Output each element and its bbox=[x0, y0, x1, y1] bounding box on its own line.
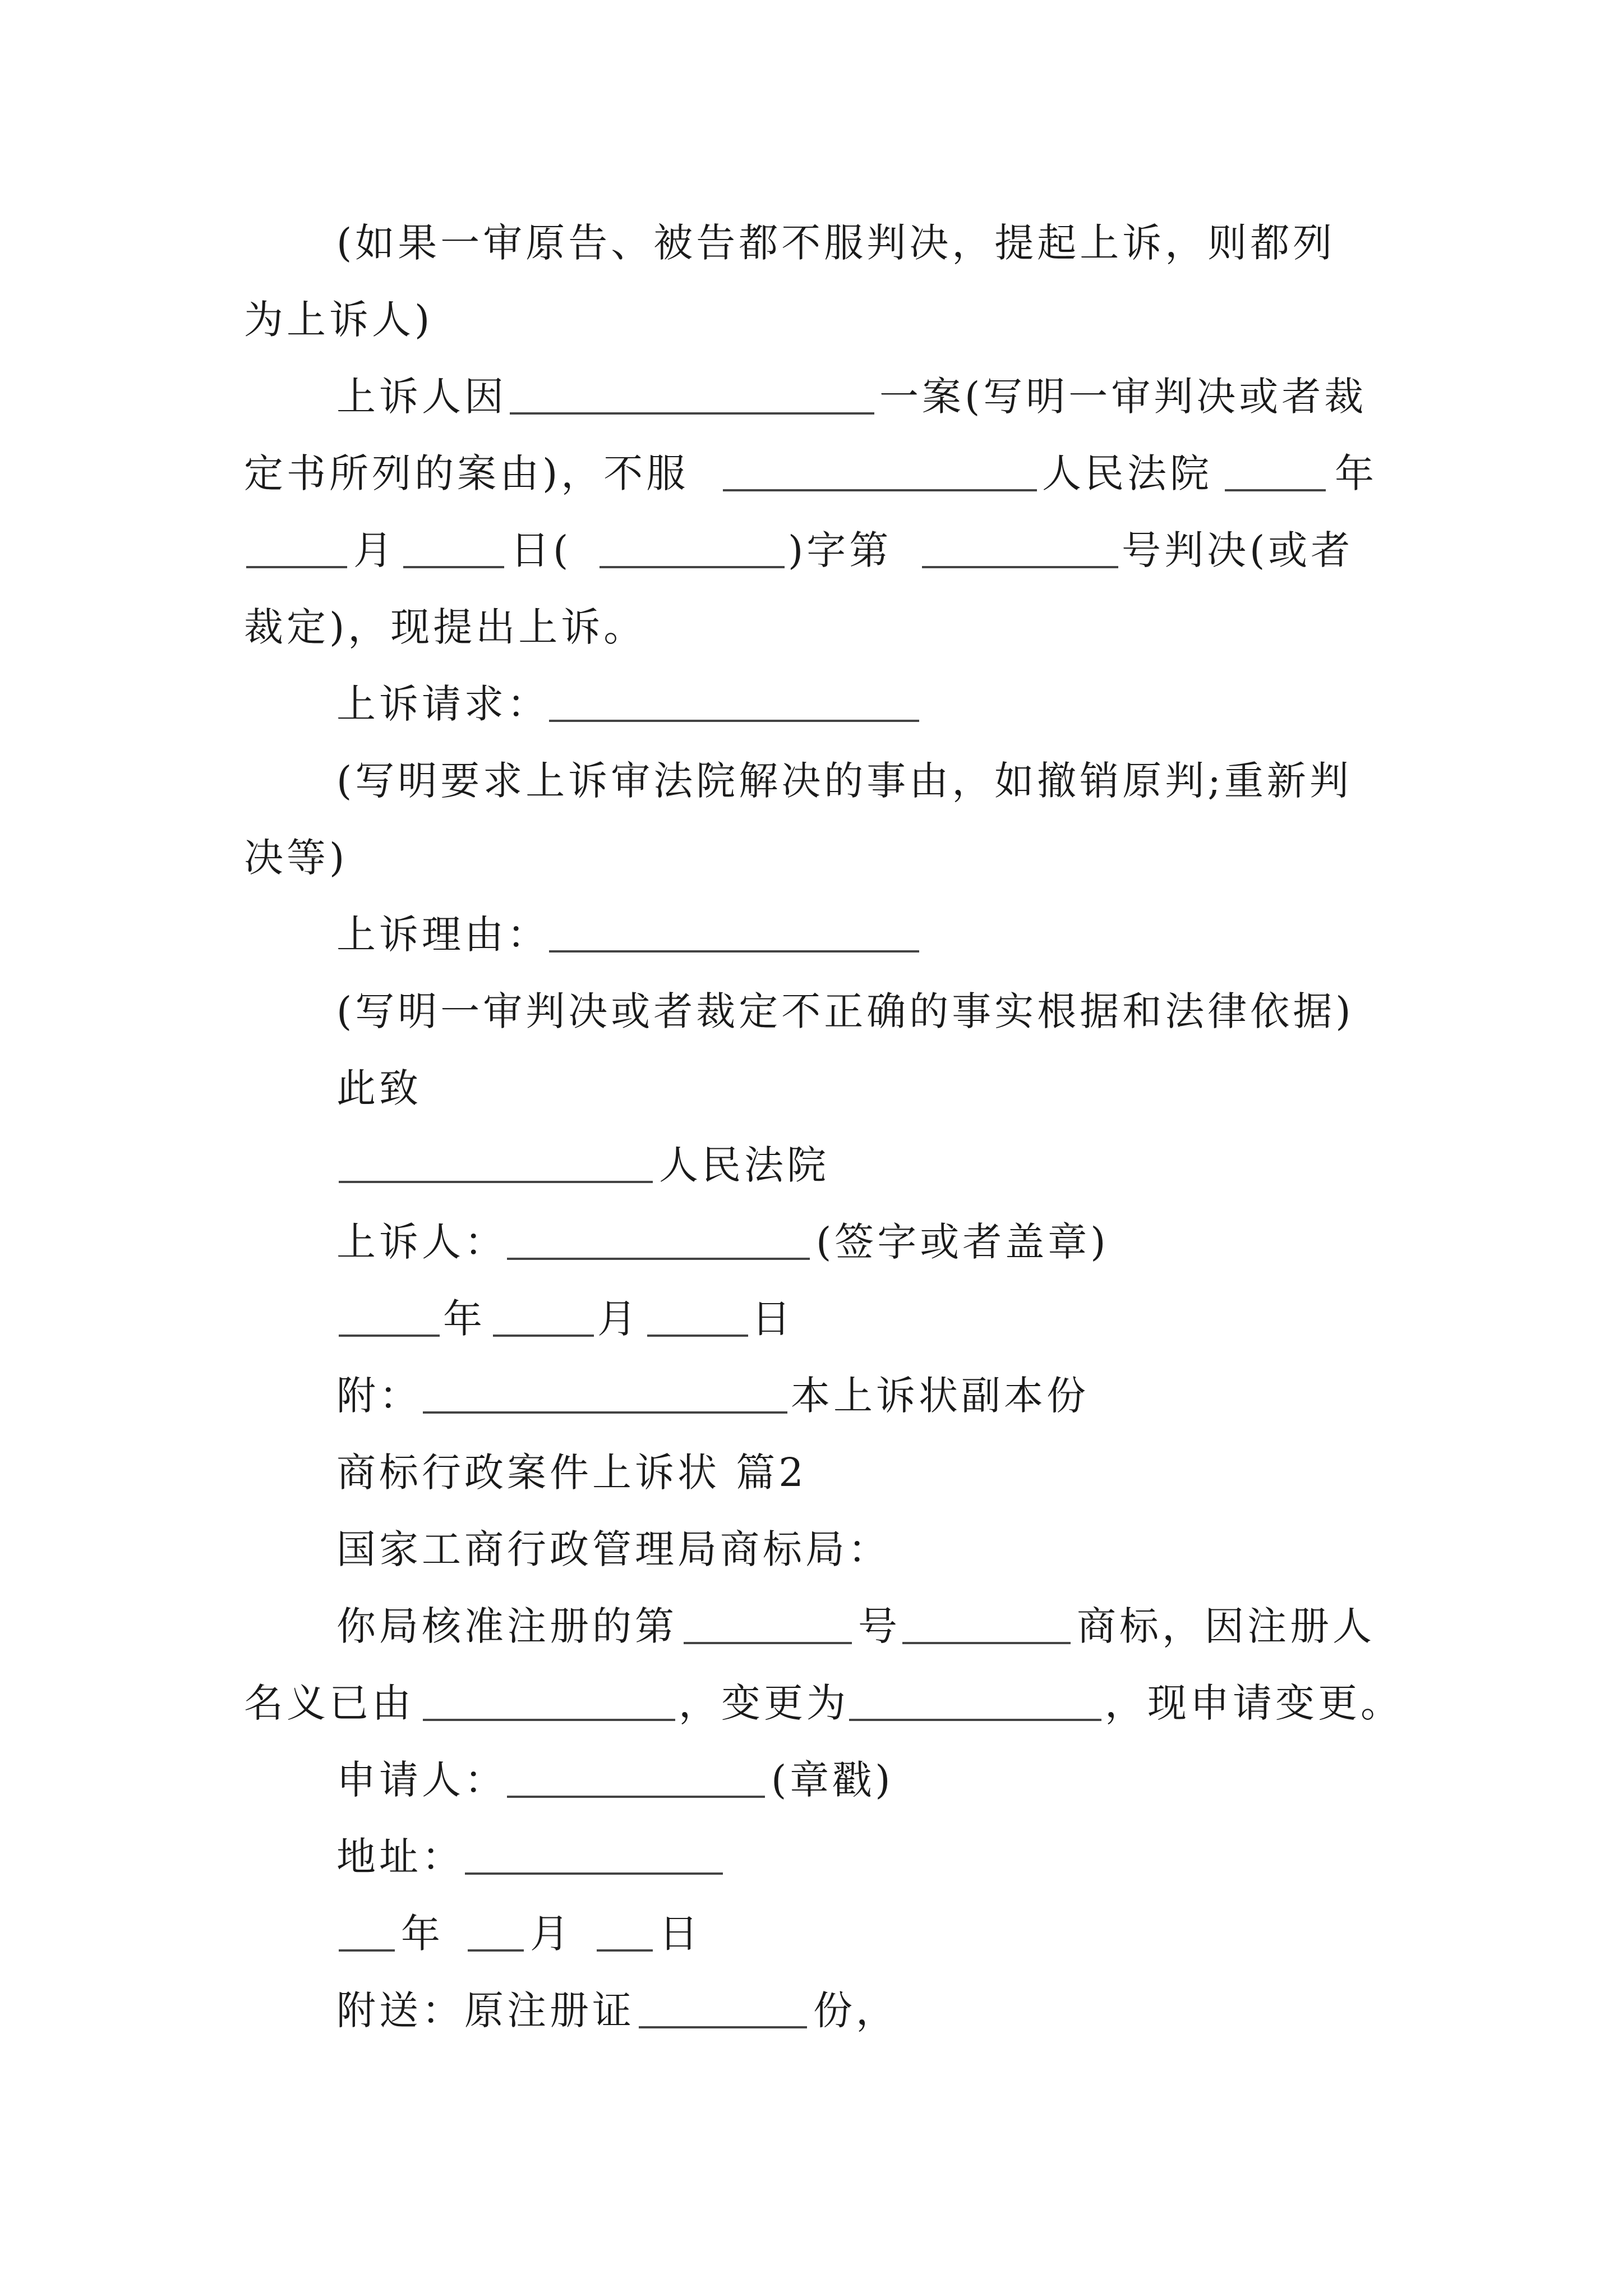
fill-blank[interactable] bbox=[507, 1254, 810, 1260]
text: 份， bbox=[813, 1987, 898, 2033]
paragraph-line bbox=[0, 369, 1623, 425]
fill-blank[interactable] bbox=[600, 563, 785, 568]
fill-blank[interactable] bbox=[507, 1792, 765, 1798]
paragraph-line bbox=[0, 830, 1623, 886]
paragraph-line bbox=[0, 983, 1623, 1039]
text: 上诉人因 bbox=[336, 374, 507, 420]
fill-blank[interactable] bbox=[493, 1331, 594, 1337]
paragraph-line bbox=[0, 1598, 1623, 1654]
fill-blank[interactable] bbox=[849, 1715, 1101, 1721]
text: (写明要求上诉审法院解决的事由，如撤销原判;重新判 bbox=[336, 758, 1352, 804]
paragraph-line bbox=[0, 1675, 1623, 1731]
text: 月 bbox=[353, 527, 396, 573]
fill-blank[interactable] bbox=[510, 409, 874, 415]
text: 上诉请求： bbox=[336, 681, 550, 727]
text: 人民法院 bbox=[659, 1142, 829, 1188]
fill-blank[interactable] bbox=[423, 1408, 787, 1414]
paragraph-line bbox=[0, 753, 1623, 809]
fill-blank[interactable] bbox=[684, 1639, 852, 1644]
text: 日( bbox=[510, 527, 572, 573]
fill-blank[interactable] bbox=[339, 1177, 653, 1183]
paragraph-line bbox=[0, 1060, 1623, 1116]
text: 本上诉状副本份 bbox=[791, 1373, 1089, 1419]
text: (章戳) bbox=[771, 1757, 894, 1803]
text: 定书所列的案由)，不服 bbox=[244, 450, 689, 496]
fill-blank[interactable] bbox=[639, 2023, 807, 2028]
text: 决等) bbox=[244, 835, 348, 881]
text: 商标，因注册人 bbox=[1077, 1603, 1375, 1649]
text: 为上诉人) bbox=[244, 297, 434, 343]
text: ，现申请变更。 bbox=[1105, 1680, 1403, 1726]
paragraph-line bbox=[0, 1291, 1623, 1347]
text: 年 bbox=[401, 1911, 444, 1957]
fill-blank[interactable] bbox=[549, 716, 919, 722]
text: (写明一审判决或者裁定不正确的事实根据和法律依据) bbox=[336, 988, 1354, 1034]
paragraph-line bbox=[0, 445, 1623, 501]
text: 商标行政案件上诉状 篇2 bbox=[336, 1450, 807, 1496]
fill-blank[interactable] bbox=[549, 947, 919, 953]
paragraph-line bbox=[0, 1368, 1623, 1424]
paragraph-line bbox=[0, 1137, 1623, 1193]
paragraph-line bbox=[0, 599, 1623, 655]
text: 申请人： bbox=[336, 1757, 507, 1803]
text: 附送：原注册证 bbox=[336, 1987, 635, 2033]
fill-blank[interactable] bbox=[468, 1946, 524, 1952]
text: 年 bbox=[443, 1296, 486, 1342]
text: 上诉理由： bbox=[336, 912, 550, 958]
fill-blank[interactable] bbox=[423, 1715, 675, 1721]
text: 号判决(或者 bbox=[1122, 527, 1354, 573]
text: )字第 bbox=[788, 527, 892, 573]
text: 年 bbox=[1335, 450, 1377, 496]
paragraph-line bbox=[0, 1982, 1623, 2039]
text: 国家工商行政管理局商标局： bbox=[336, 1526, 891, 1572]
fill-blank[interactable] bbox=[922, 563, 1118, 568]
text: 名义已由 bbox=[244, 1680, 414, 1726]
fill-blank[interactable] bbox=[902, 1639, 1071, 1644]
text: 日 bbox=[659, 1911, 702, 1957]
text: 号 bbox=[858, 1603, 901, 1649]
text: 月 bbox=[530, 1911, 573, 1957]
text: (签字或者盖章) bbox=[816, 1219, 1109, 1265]
fill-blank[interactable] bbox=[723, 486, 1037, 491]
section-title bbox=[0, 1444, 1623, 1501]
text: 你局核准注册的第 bbox=[336, 1603, 677, 1649]
fill-blank[interactable] bbox=[339, 1331, 440, 1337]
fill-blank[interactable] bbox=[339, 1946, 395, 1952]
fill-blank[interactable] bbox=[597, 1946, 653, 1952]
fill-blank[interactable] bbox=[465, 1869, 723, 1875]
fill-blank[interactable] bbox=[246, 563, 347, 568]
fill-blank[interactable] bbox=[403, 563, 504, 568]
fill-blank[interactable] bbox=[1225, 486, 1326, 491]
text: 此致 bbox=[336, 1065, 422, 1111]
text: 地址： bbox=[336, 1834, 464, 1880]
text: 日 bbox=[751, 1296, 794, 1342]
text: 附： bbox=[336, 1373, 422, 1419]
paragraph-line bbox=[0, 676, 1623, 732]
text: 月 bbox=[597, 1296, 640, 1342]
paragraph-line bbox=[0, 1521, 1623, 1577]
text: 上诉人： bbox=[336, 1219, 507, 1265]
paragraph-line bbox=[0, 907, 1623, 963]
paragraph-line bbox=[0, 292, 1623, 348]
fill-blank[interactable] bbox=[647, 1331, 748, 1337]
text: ，变更为 bbox=[679, 1680, 849, 1726]
text: 人民法院 bbox=[1042, 450, 1212, 496]
paragraph-line bbox=[0, 1906, 1623, 1962]
paragraph-line bbox=[0, 1214, 1623, 1270]
paragraph-line bbox=[0, 1752, 1623, 1808]
text: 裁定)，现提出上诉。 bbox=[244, 604, 647, 650]
text: (如果一审原告、被告都不服判决，提起上诉，则都列 bbox=[336, 220, 1336, 266]
paragraph-line bbox=[0, 215, 1623, 271]
paragraph-line bbox=[0, 1829, 1623, 1885]
paragraph-line bbox=[0, 522, 1623, 578]
text: 一案(写明一审判决或者裁 bbox=[879, 374, 1367, 420]
